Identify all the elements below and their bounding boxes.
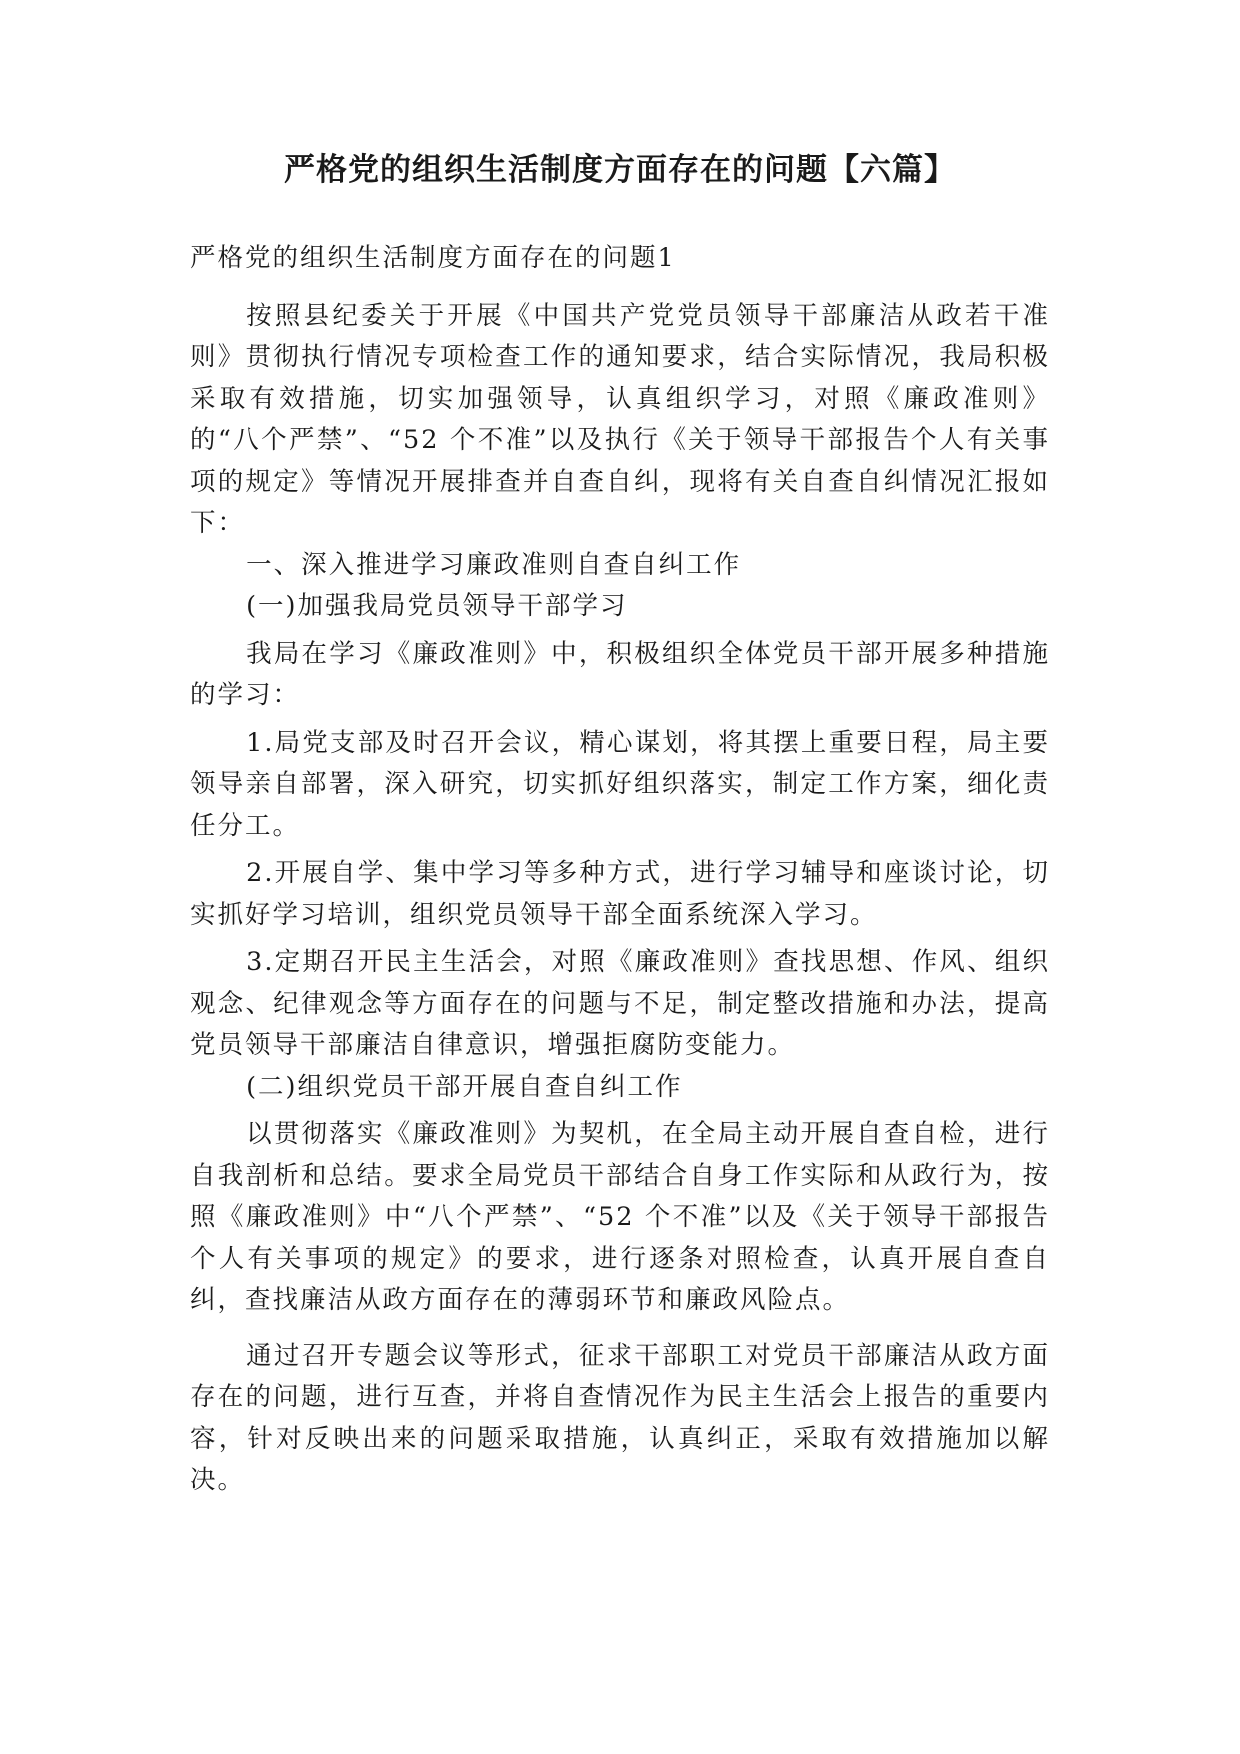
list-item: 1.局党支部及时召开会议，精心谋划，将其摆上重要日程，局主要领导亲自部署，深入研究，切实抓好组织落实，制定工作方案，细化责任分工。 [190,727,1050,841]
paragraph: 通过召开专题会议等形式，征求干部职工对党员干部廉洁从政方面存在的问题，进行互查，并将自查情况作为民主生活会上报告的重要内容，针对反映出来的问题采取措施，认真纠正，采取有效措施加以解决。 [190,1340,1050,1495]
paragraph: 以贯彻落实《廉政准则》为契机，在全局主动开展自查自检，进行自我剖析和总结。要求全局党员干部结合自身工作实际和从政行为，按照《廉政准则》中“八个严禁”、“52 个不准”以及《关于领导干部报告个人有关事项的规定》的要求，进行逐条对照检查，认真开展自查自纠，查找廉洁从政方面存在的薄弱环节和廉政风险点。 [190,1119,1050,1315]
heading-level-2: (二)组织党员干部开展自查自纠工作 [246,1071,683,1102]
heading-level-2: (一)加强我局党员领导干部学习 [246,591,628,621]
list-item: 2.开展自学、集中学习等多种方式，进行学习辅导和座谈讨论，切实抓好学习培训，组织党员领导干部全面系统深入学习。 [190,858,1050,930]
paragraph: 我局在学习《廉政准则》中，积极组织全体党员干部开展多种措施的学习： [190,638,1050,710]
heading-level-1: 一、深入推进学习廉政准则自查自纠工作 [246,549,742,580]
list-item: 3.定期召开民主生活会，对照《廉政准则》查找思想、作风、组织观念、纪律观念等方面存在的问题与不足，制定整改措施和办法，提高党员领导干部廉洁自律意识，增强拒腐防变能力。 [190,947,1050,1060]
section-heading: 严格党的组织生活制度方面存在的问题1 [190,243,676,273]
paragraph: 按照县纪委关于开展《中国共产党党员领导干部廉洁从政若干准则》贯彻执行情况专项检查工作的通知要求，结合实际情况，我局积极采取有效措施，切实加强领导，认真组织学习，对照《廉政准则》的“八个严禁”、“52 个不准”以及执行《关于领导干部报告个人有关事项的规定》等情况开展排查并自查自纠，现将有关自查自纠情况汇报如下： [190,300,1050,538]
document-title: 严格党的组织生活制度方面存在的问题【六篇】 [284,152,956,188]
document-body [190,238,1050,1502]
